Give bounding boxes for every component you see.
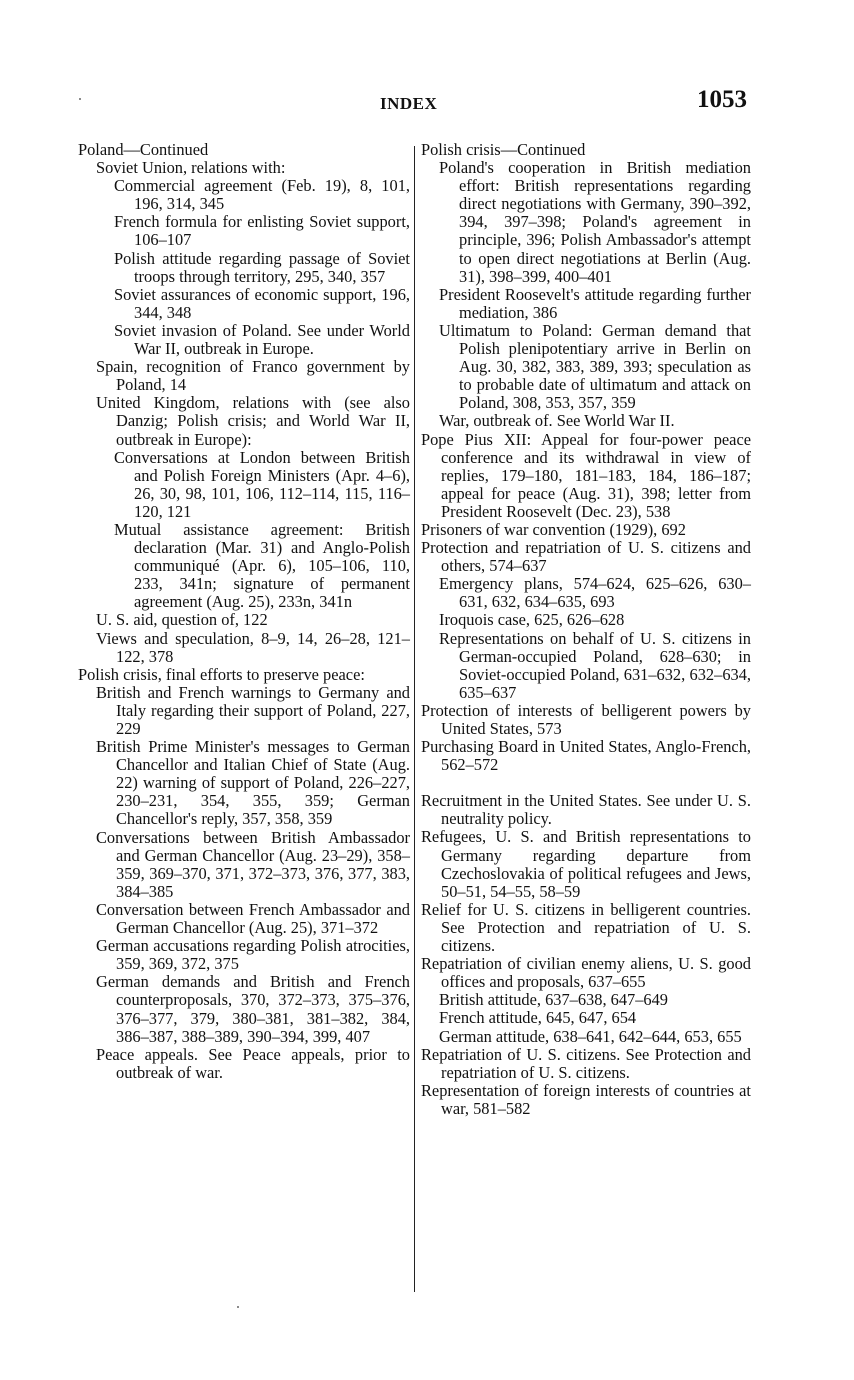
index-entry: Refugees, U. S. and British representations to Germany regarding departure from Czechoslovakia of political refugees and Jews, 50–51, 54–55, 58–59	[421, 827, 751, 901]
index-entry: German demands and British and French counterproposals, 370, 372–373, 375–376, 376–377, 379, 380–381, 381–382, 384, 386–387, 388–389, 390–394, 399, 407	[96, 972, 410, 1046]
index-entry: Representations on behalf of U. S. citizens in German-occupied Poland, 628–630; in Soviet-occupied Poland, 631–632, 632–634, 635–637	[439, 628, 751, 702]
index-entry: Protection and repatriation of U. S. citizens and others, 574–637	[421, 538, 751, 576]
index-entry: Recruitment in the United States. See under U. S. neutrality policy.	[421, 791, 751, 829]
left-index-column	[78, 141, 410, 1082]
column-divider	[414, 146, 415, 1292]
index-entry: Polish crisis, final efforts to preserve peace:	[78, 664, 365, 684]
index-entry: Commercial agreement (Feb. 19), 8, 101, 196, 314, 345	[114, 176, 410, 214]
index-entry: Poland—Continued	[78, 140, 209, 159]
index-entry: Spain, recognition of Franco government by Poland, 14	[96, 357, 410, 395]
index-entry: French formula for enlisting Soviet support, 106–107	[114, 212, 410, 250]
index-entry: United Kingdom, relations with (see also Danzig; Polish crisis; and World War II, outbreak in Europe):	[96, 393, 410, 449]
index-entry: Polish crisis—Continued	[421, 140, 586, 159]
index-entry: War, outbreak of. See World War II.	[439, 411, 675, 431]
index-entry: Soviet assurances of economic support, 196, 344, 348	[114, 284, 410, 322]
index-entry: Poland's cooperation in British mediation effort: British representations regarding direct negotiations with Germany, 390–392, 394, 397–398; Poland's agreement in principle, 396; Polish Ambassador's attempt to open direct negotiations at Berlin (Aug. 31), 398–399, 400–401	[439, 158, 751, 286]
index-entry: Conversations between British Ambassador and German Chancellor (Aug. 23–29), 358–359, 369–370, 371, 372–373, 376, 377, 383, 384–385	[96, 827, 410, 901]
index-entry: Protection of interests of belligerent powers by United States, 573	[421, 700, 751, 738]
index-entry: Peace appeals. See Peace appeals, prior to outbreak of war.	[96, 1044, 410, 1082]
index-entry: British attitude, 637–638, 647–649	[439, 990, 669, 1010]
index-entry: Conversations at London between British and Polish Foreign Ministers (Apr. 4–6), 26, 30, 98, 101, 106, 112–114, 115, 116–120, 121	[114, 447, 410, 521]
index-entry: Repatriation of civilian enemy aliens, U. S. good offices and proposals, 637–655	[421, 954, 751, 992]
index-entry: British and French warnings to Germany and Italy regarding their support of Poland, 227, 229	[96, 682, 410, 738]
index-entry: Polish attitude regarding passage of Soviet troops through territory, 295, 340, 357	[114, 248, 410, 286]
index-entry: British Prime Minister's messages to German Chancellor and Italian Chief of State (Aug. 22) warning of support of Poland, 226–227, 230–231, 354, 355, 359; German Chancellor's reply, 357, 358, 359	[96, 737, 410, 829]
index-entry: Emergency plans, 574–624, 625–626, 630–631, 632, 634–635, 693	[439, 574, 751, 612]
index-entry: President Roosevelt's attitude regarding further mediation, 386	[439, 284, 751, 322]
index-entry: Conversation between French Ambassador and German Chancellor (Aug. 25), 371–372	[96, 899, 410, 938]
page-number: 1053	[697, 86, 747, 113]
index-entry: Views and speculation, 8–9, 14, 26–28, 121–122, 378	[96, 628, 410, 666]
index-entry: Mutual assistance agreement: British declaration (Mar. 31) and Anglo-Polish communiqué (Apr. 6), 105–106, 110, 233, 341n; signature of permanent agreement (Aug. 25), 233n, 341n	[114, 519, 410, 612]
index-entry: French attitude, 645, 647, 654	[439, 1008, 637, 1028]
index-entry: Prisoners of war convention (1929), 692	[421, 519, 686, 539]
index-entry: Soviet Union, relations with:	[96, 158, 286, 178]
index-entry: Iroquois case, 625, 626–628	[439, 610, 625, 630]
index-entry: Ultimatum to Poland: German demand that Polish plenipotentiary arrive in Berlin on Aug. 30, 382, 383, 389, 393; speculation as to probable date of ultimatum and attack on Poland, 308, 353, 357, 359	[439, 320, 751, 413]
index-entry: Purchasing Board in United States, Anglo-French, 562–572	[421, 737, 751, 775]
index-entry: Soviet invasion of Poland. See under World War II, outbreak in Europe.	[114, 320, 410, 359]
page-header	[0, 86, 854, 126]
index-entry: Pope Pius XII: Appeal for four-power peace conference and its withdrawal in view of replies, 179–180, 181–183, 184, 186–187; appeal for peace (Aug. 31), 398; letter from President Roosevelt (Dec. 23), 538	[421, 429, 751, 521]
speck-mark	[79, 98, 81, 100]
right-index-column	[421, 141, 751, 1118]
speck-mark	[237, 1306, 239, 1308]
index-entry: German attitude, 638–641, 642–644, 653, 655	[439, 1026, 742, 1046]
page-title: INDEX	[380, 94, 438, 113]
index-entry: U. S. aid, question of, 122	[96, 610, 268, 630]
index-entry: German accusations regarding Polish atrocities, 359, 369, 372, 375	[96, 936, 410, 974]
index-entry: Relief for U. S. citizens in belligerent countries. See Protection and repatriation of U. S. citizens.	[421, 899, 751, 956]
index-entry: Repatriation of U. S. citizens. See Protection and repatriation of U. S. citizens.	[421, 1044, 751, 1082]
index-entry: Representation of foreign interests of countries at war, 581–582	[421, 1080, 751, 1118]
